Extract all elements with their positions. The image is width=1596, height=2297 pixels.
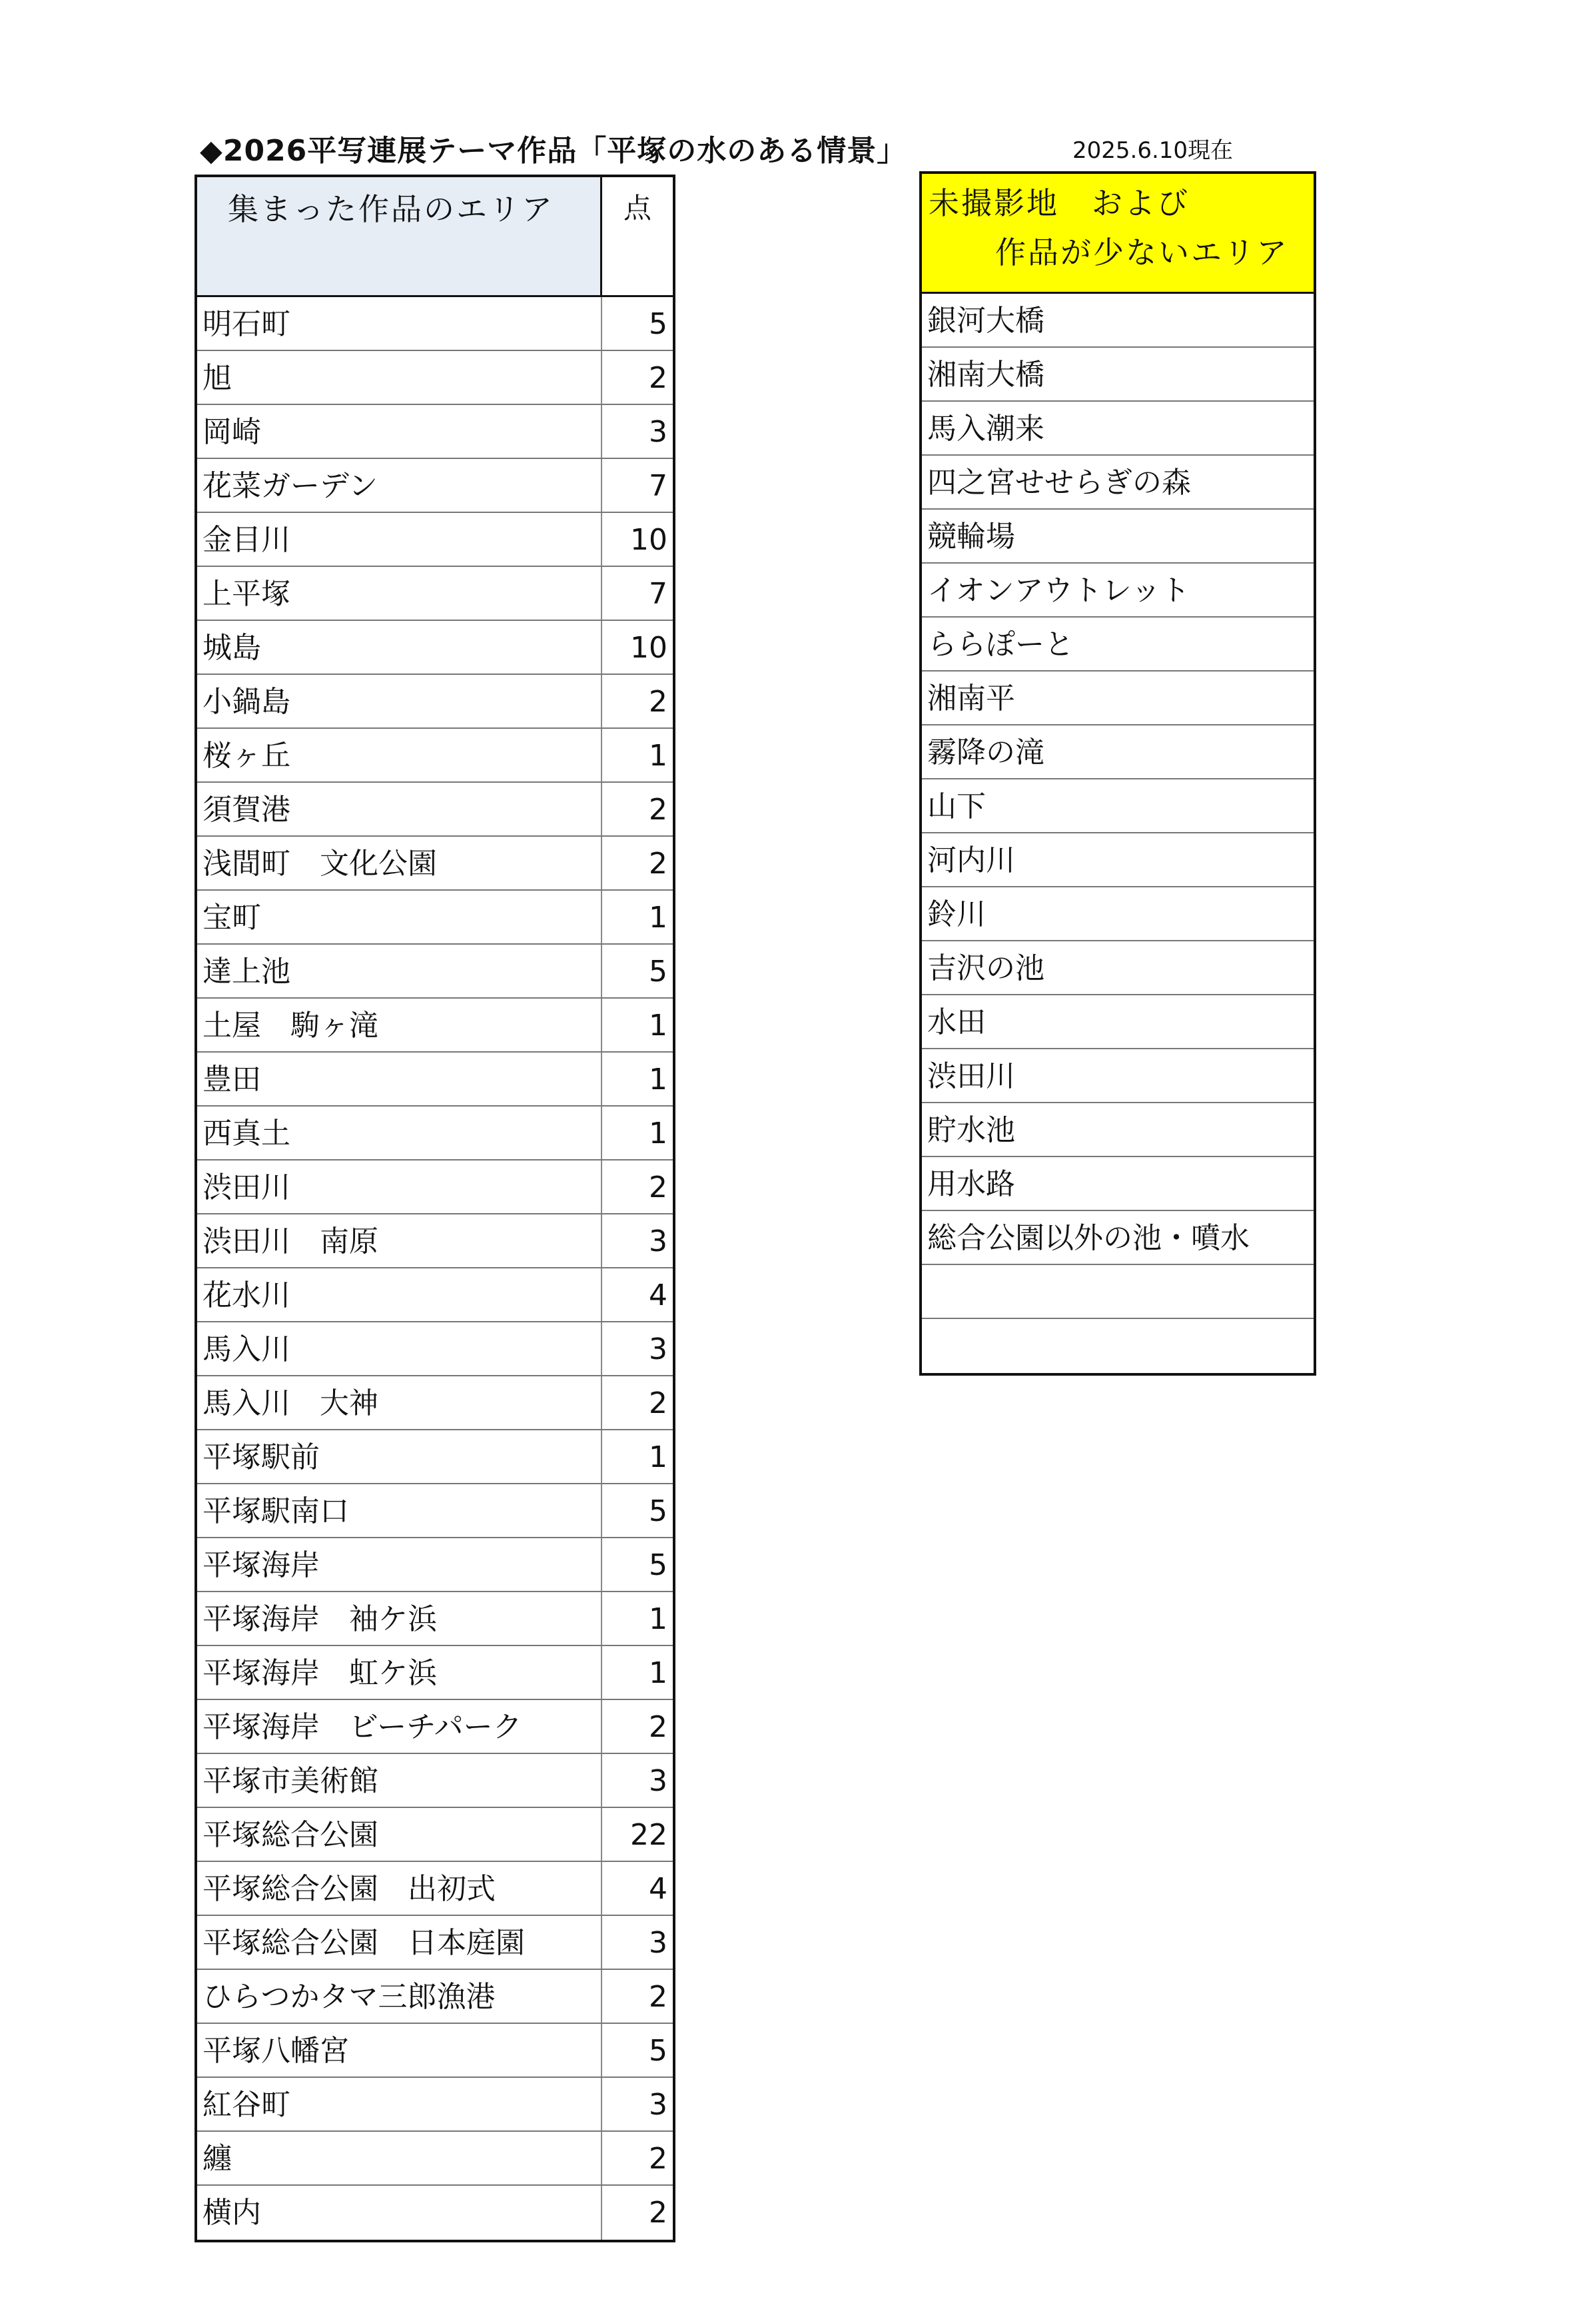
area-name: 豊田 bbox=[197, 1053, 602, 1105]
area-name: 土屋 駒ヶ滝 bbox=[197, 999, 602, 1051]
table-row bbox=[197, 1160, 673, 1214]
table-row bbox=[197, 783, 673, 837]
table-row bbox=[197, 1970, 673, 2024]
work-count: 4 bbox=[649, 1278, 667, 1312]
area-name: 平塚八幡宮 bbox=[197, 2024, 602, 2076]
table-row bbox=[197, 1754, 673, 1808]
work-count: 7 bbox=[649, 469, 667, 503]
table-row bbox=[197, 405, 673, 459]
table-row bbox=[197, 1862, 673, 1916]
area-name: 馬入川 bbox=[197, 1322, 602, 1375]
table-row bbox=[197, 1700, 673, 1754]
table-row bbox=[197, 891, 673, 945]
table-row bbox=[197, 1916, 673, 1970]
missing-areas-header bbox=[922, 174, 1314, 294]
table-row bbox=[197, 1214, 673, 1268]
missing-areas-table bbox=[919, 171, 1316, 1376]
missing-areas-header-line1: 未撮影地 および bbox=[929, 185, 1190, 221]
work-count: 5 bbox=[649, 2034, 667, 2068]
list-item: イオンアウトレット bbox=[922, 564, 1314, 618]
work-count: 2 bbox=[649, 685, 667, 719]
table-row bbox=[197, 675, 673, 729]
work-count: 5 bbox=[649, 307, 667, 341]
list-item: 湘南平 bbox=[922, 672, 1314, 725]
work-count: 2 bbox=[649, 2196, 667, 2230]
page-title: ◆2026平写連展テーマ作品「平塚の水のある情景」 bbox=[200, 134, 907, 168]
work-count: 3 bbox=[649, 1764, 667, 1798]
work-count: 2 bbox=[649, 2142, 667, 2176]
work-count: 10 bbox=[630, 523, 667, 557]
table-row bbox=[197, 2078, 673, 2132]
area-name: 渋田川 南原 bbox=[197, 1214, 602, 1267]
area-name: ひらつかタマ三郎漁港 bbox=[197, 1970, 602, 2023]
work-count: 5 bbox=[649, 1548, 667, 1582]
list-item: 総合公園以外の池・噴水 bbox=[922, 1211, 1314, 1265]
collected-works-header bbox=[197, 177, 673, 297]
table-row bbox=[197, 2132, 673, 2186]
work-count: 2 bbox=[649, 1386, 667, 1420]
list-item: 霧降の滝 bbox=[922, 725, 1314, 779]
area-name: 平塚総合公園 出初式 bbox=[197, 1862, 602, 1915]
list-item: 銀河大橋 bbox=[922, 294, 1314, 348]
list-item: 用水路 bbox=[922, 1157, 1314, 1211]
list-item: 四之宮せせらぎの森 bbox=[922, 456, 1314, 510]
work-count: 1 bbox=[649, 1656, 667, 1690]
table-row bbox=[197, 1646, 673, 1700]
table-row bbox=[197, 945, 673, 999]
list-item: 山下 bbox=[922, 779, 1314, 833]
table-row bbox=[197, 1376, 673, 1430]
table-row bbox=[197, 1808, 673, 1862]
work-count: 1 bbox=[649, 1063, 667, 1097]
area-column-header: 集まった作品のエリア bbox=[197, 177, 602, 295]
table-row bbox=[197, 621, 673, 675]
area-name: 渋田川 bbox=[197, 1160, 602, 1213]
work-count: 3 bbox=[649, 2088, 667, 2122]
table-row bbox=[197, 729, 673, 783]
work-count: 2 bbox=[649, 361, 667, 395]
list-item bbox=[922, 1265, 1314, 1319]
area-name: 平塚総合公園 日本庭園 bbox=[197, 1916, 602, 1969]
work-count: 2 bbox=[649, 1710, 667, 1744]
table-row bbox=[197, 999, 673, 1053]
work-count: 2 bbox=[649, 793, 667, 827]
area-name: 花水川 bbox=[197, 1268, 602, 1321]
area-name: 花菜ガーデン bbox=[197, 459, 602, 512]
table-row bbox=[197, 1053, 673, 1107]
work-count: 5 bbox=[649, 955, 667, 989]
missing-areas-body bbox=[922, 294, 1314, 1373]
list-item: 貯水池 bbox=[922, 1103, 1314, 1157]
collected-works-table bbox=[195, 175, 675, 2242]
table-row bbox=[197, 297, 673, 351]
work-count: 3 bbox=[649, 1224, 667, 1258]
area-name: 西真土 bbox=[197, 1107, 602, 1159]
area-name: 城島 bbox=[197, 621, 602, 674]
table-row bbox=[197, 2186, 673, 2240]
list-item: 吉沢の池 bbox=[922, 941, 1314, 995]
table-row bbox=[197, 1538, 673, 1592]
table-row bbox=[197, 1268, 673, 1322]
list-item: 競輪場 bbox=[922, 510, 1314, 564]
work-count: 3 bbox=[649, 415, 667, 449]
date-label: 2025.6.10現在 bbox=[1072, 137, 1234, 164]
area-name: 平塚市美術館 bbox=[197, 1754, 602, 1807]
list-item: 水田 bbox=[922, 995, 1314, 1049]
area-name: 岡崎 bbox=[197, 405, 602, 458]
work-count: 2 bbox=[649, 847, 667, 881]
area-name: 平塚駅南口 bbox=[197, 1484, 602, 1537]
work-count: 22 bbox=[630, 1818, 667, 1852]
list-item: 鈴川 bbox=[922, 887, 1314, 941]
table-row bbox=[197, 1430, 673, 1484]
work-count: 1 bbox=[649, 739, 667, 773]
table-row bbox=[197, 513, 673, 567]
work-count: 2 bbox=[649, 1980, 667, 2014]
area-name: 平塚駅前 bbox=[197, 1430, 602, 1483]
work-count: 4 bbox=[649, 1872, 667, 1906]
missing-areas-header-line2: 作品が少ないエリア bbox=[995, 234, 1289, 270]
list-item: ららぽーと bbox=[922, 618, 1314, 672]
list-item bbox=[922, 1319, 1314, 1373]
collected-works-body bbox=[197, 297, 673, 2240]
area-name: 旭 bbox=[197, 351, 602, 404]
work-count: 1 bbox=[649, 1440, 667, 1474]
area-name: 平塚海岸 袖ケ浜 bbox=[197, 1592, 602, 1645]
table-row bbox=[197, 1322, 673, 1376]
table-row bbox=[197, 1592, 673, 1646]
area-name: 浅間町 文化公園 bbox=[197, 837, 602, 889]
table-row bbox=[197, 567, 673, 621]
work-count: 10 bbox=[630, 631, 667, 665]
table-row bbox=[197, 1484, 673, 1538]
count-column-header: 点 bbox=[623, 192, 651, 225]
table-row bbox=[197, 2024, 673, 2078]
work-count: 1 bbox=[649, 1602, 667, 1636]
area-name: 達上池 bbox=[197, 945, 602, 997]
work-count: 1 bbox=[649, 1009, 667, 1043]
work-count: 5 bbox=[649, 1494, 667, 1528]
table-row bbox=[197, 1107, 673, 1160]
list-item: 馬入潮来 bbox=[922, 402, 1314, 456]
area-name: 馬入川 大神 bbox=[197, 1376, 602, 1429]
area-name: 桜ヶ丘 bbox=[197, 729, 602, 781]
area-name: 金目川 bbox=[197, 513, 602, 566]
area-name: 横内 bbox=[197, 2186, 602, 2240]
area-name: 明石町 bbox=[197, 297, 602, 350]
area-name: 上平塚 bbox=[197, 567, 602, 620]
work-count: 1 bbox=[649, 901, 667, 935]
work-count: 3 bbox=[649, 1332, 667, 1366]
list-item: 湘南大橋 bbox=[922, 348, 1314, 402]
table-row bbox=[197, 351, 673, 405]
area-name: 平塚海岸 ビーチパーク bbox=[197, 1700, 602, 1753]
area-name: 須賀港 bbox=[197, 783, 602, 835]
area-name: 宝町 bbox=[197, 891, 602, 943]
area-name: 平塚総合公園 bbox=[197, 1808, 602, 1861]
work-count: 7 bbox=[649, 577, 667, 611]
area-name: 平塚海岸 虹ケ浜 bbox=[197, 1646, 602, 1699]
work-count: 3 bbox=[649, 1926, 667, 1960]
area-name: 平塚海岸 bbox=[197, 1538, 602, 1591]
area-name: 小鍋島 bbox=[197, 675, 602, 727]
table-row bbox=[197, 837, 673, 891]
area-name: 纏 bbox=[197, 2132, 602, 2184]
work-count: 1 bbox=[649, 1117, 667, 1150]
work-count: 2 bbox=[649, 1170, 667, 1204]
table-row bbox=[197, 459, 673, 513]
list-item: 河内川 bbox=[922, 833, 1314, 887]
area-name: 紅谷町 bbox=[197, 2078, 602, 2130]
list-item: 渋田川 bbox=[922, 1049, 1314, 1103]
